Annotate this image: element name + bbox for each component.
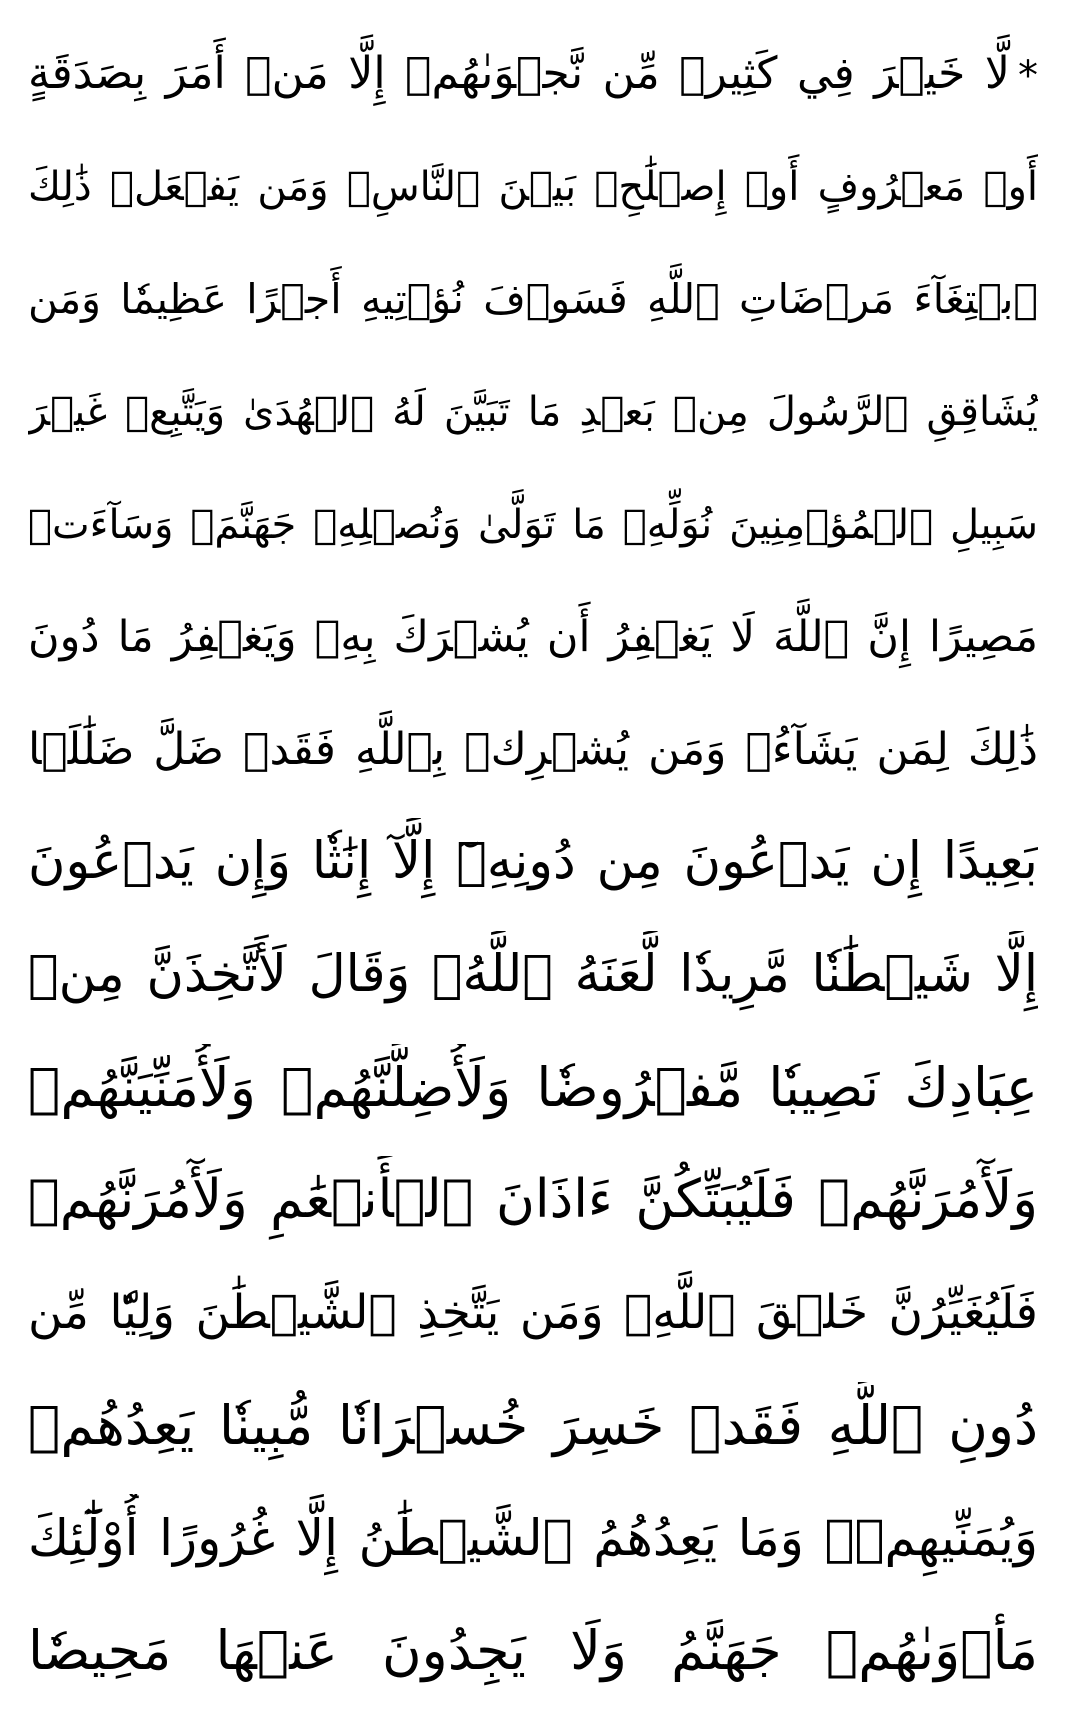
verse-line-12: فَلَيُغَيِّرُنَّ خَلۡقَ ٱللَّهِۚ وَمَن يَتَّخِذِ ٱلشَّيۡطَٰنَ وَلِيّٗا مِّن <box>28 1285 1038 1341</box>
verse-line-15: مَأۡوَىٰهُمۡ جَهَنَّمُ وَلَا يَجِدُونَ عَنۡهَا مَحِيصٗا <box>28 1618 1038 1682</box>
verse-line-8: بَعِيدًا إِن يَدۡعُونَ مِن دُونِهِۦٓ إِلَّآ إِنَٰثٗا وَإِن يَدۡعُونَ <box>28 832 1038 892</box>
verse-line-10: عِبَادِكَ نَصِيبٗا مَّفۡرُوضٗا وَلَأُضِلَّنَّهُمۡ وَلَأُمَنِّيَنَّهُمۡ <box>28 1055 1038 1119</box>
verse-line-5: سَبِيلِ ٱلۡمُؤۡمِنِينَ نُوَلِّهِۦ مَا تَوَلَّىٰ وَنُصۡلِهِۦ جَهَنَّمَۖ وَسَآءَتۡ <box>28 501 1038 548</box>
verse-line-text: لَّا خَيۡرَ فِي كَثِيرٖ مِّن نَّجۡوَىٰهُمۡ إِلَّا مَنۡ أَمَرَ بِصَدَقَةٍ <box>28 48 1010 99</box>
verse-line-4: يُشَاقِقِ ٱلرَّسُولَ مِنۢ بَعۡدِ مَا تَبَيَّنَ لَهُ ٱلۡهُدَىٰ وَيَتَّبِعۡ غَيۡرَ <box>28 388 1038 435</box>
verse-line-14: وَيُمَنِّيهِمۡۖ وَمَا يَعِدُهُمُ ٱلشَّيۡطَٰنُ إِلَّا غُرُورًا أُوْلَٰٓئِكَ <box>28 1509 1038 1568</box>
verse-line-13: دُونِ ٱللَّهِ فَقَدۡ خَسِرَ خُسۡرَانٗا مُّبِينٗا يَعِدُهُمۡ <box>28 1393 1038 1457</box>
hizb-star-icon: * <box>1018 53 1038 99</box>
verse-line-3: ٱبۡتِغَآءَ مَرۡضَاتِ ٱللَّهِ فَسَوۡفَ نُؤۡتِيهِ أَجۡرًا عَظِيمٗا وَمَن <box>28 275 1038 324</box>
verse-line-11: وَلَأٓمُرَنَّهُمۡ فَلَيُبَتِّكُنَّ ءَاذَانَ ٱلۡأَنۡعَٰمِ وَلَأٓمُرَنَّهُمۡ <box>28 1169 1038 1231</box>
verse-line-7: ذَٰلِكَ لِمَن يَشَآءُۚ وَمَن يُشۡرِكۡ بِٱللَّهِ فَقَدۡ ضَلَّ ضَلَٰلَۢا <box>28 723 1038 775</box>
verse-line-1 <box>28 30 1038 118</box>
verse-line-9: إِلَّا شَيۡطَٰنٗا مَّرِيدٗا لَّعَنَهُ ٱللَّهُۘ وَقَالَ لَأَتَّخِذَنَّ مِنۡ <box>28 945 1038 1005</box>
verse-line-2: أَوۡ مَعۡرُوفٍ أَوۡ إِصۡلَٰحِۭ بَيۡنَ ٱلنَّاسِۚ وَمَن يَفۡعَلۡ ذَٰلِكَ <box>28 163 1038 210</box>
verse-line-6: مَصِيرًا إِنَّ ٱللَّهَ لَا يَغۡفِرُ أَن يُشۡرَكَ بِهِۦ وَيَغۡفِرُ مَا دُونَ <box>28 612 1038 663</box>
